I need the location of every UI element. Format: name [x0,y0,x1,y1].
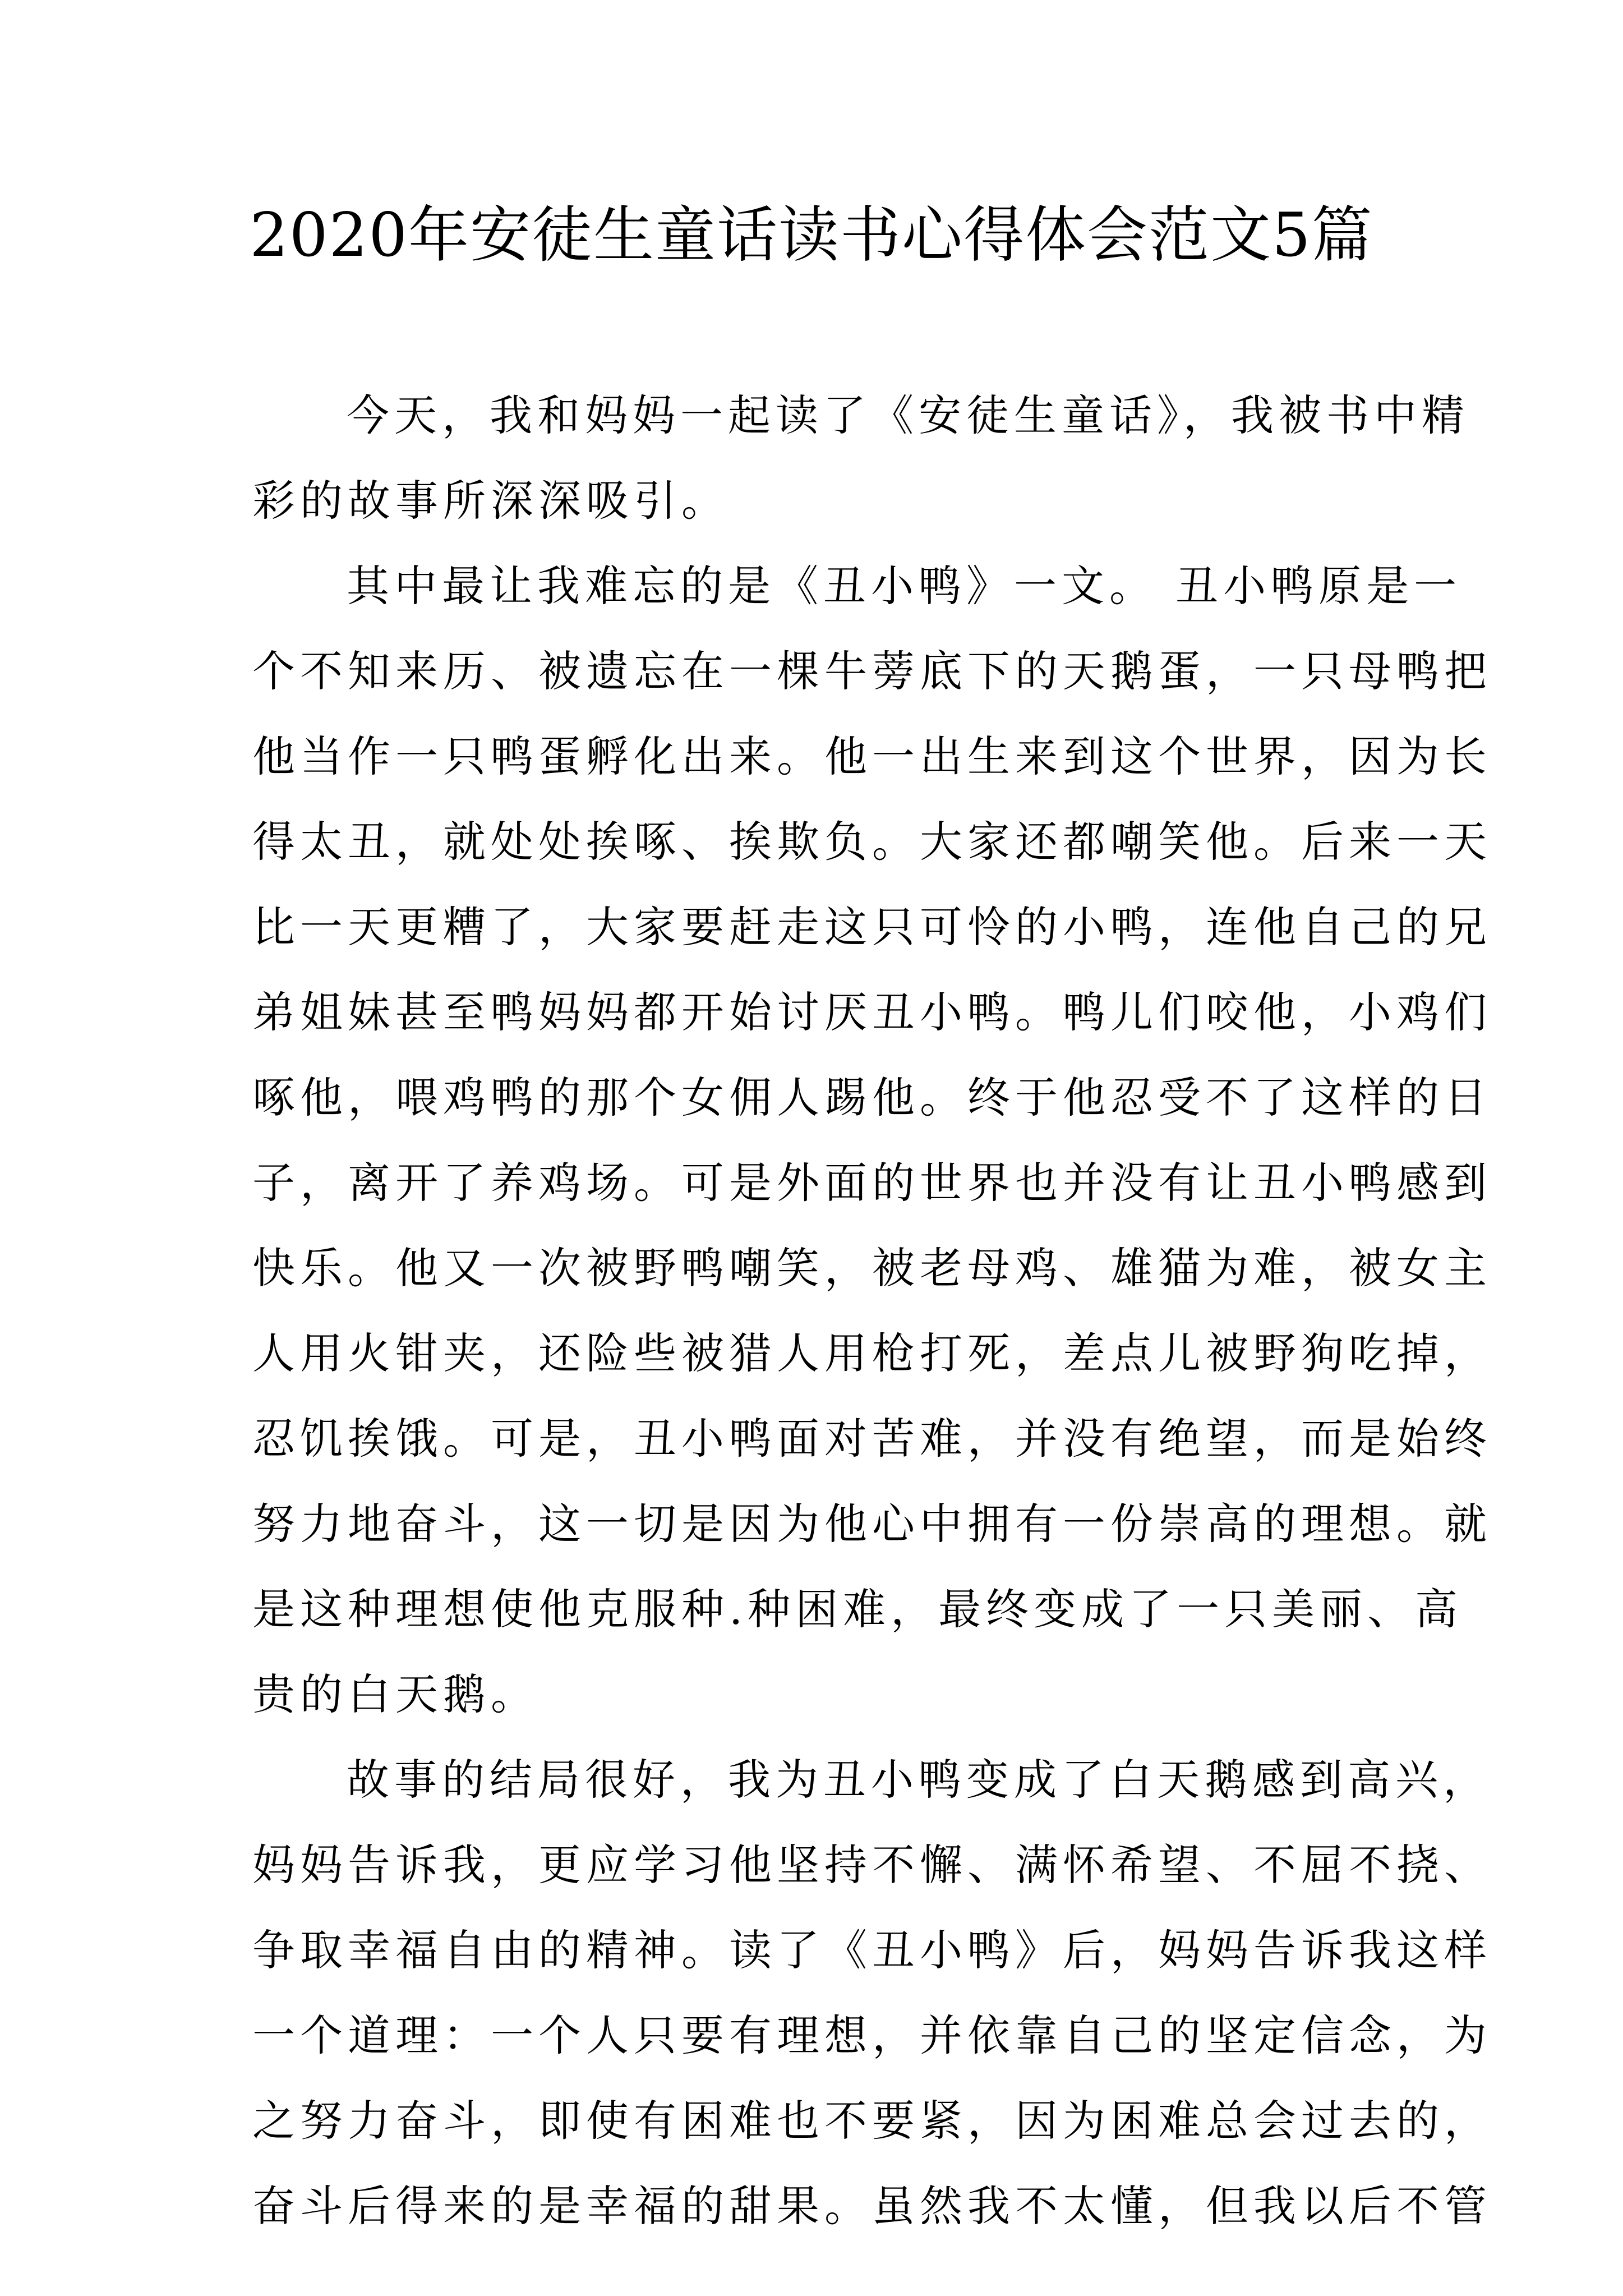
text-line: 个不知来历、被遗忘在一棵牛蒡底下的天鹅蛋，一只母鸭把 [252,646,1492,696]
text-line: 奋斗后得来的是幸福的甜果。虽然我不太懂，但我以后不管 [252,2181,1492,2231]
text-line: 妈妈告诉我，更应学习他坚持不懈、满怀希望、不屈不挠、 [252,1840,1492,1890]
text-line: 努力地奋斗，这一切是因为他心中拥有一份崇高的理想。就 [252,1499,1492,1549]
text-line: 一个道理：一个人只要有理想，并依靠自己的坚定信念，为 [252,2010,1492,2060]
text-line: 今天，我和妈妈一起读了《安徒生童话》，我被书中精 [347,390,1469,440]
paragraph-3 [252,1737,1492,2249]
text-line: 人用火钳夹，还险些被猎人用枪打死，差点儿被野狗吃掉， [252,1328,1492,1378]
paragraph-2 [252,544,1492,1737]
text-line: 其中最让我难忘的是《丑小鸭》一文。 丑小鸭原是一 [347,561,1462,611]
text-line: 贵的白天鹅。 [252,1669,538,1719]
text-line: 弟姐妹甚至鸭妈妈都开始讨厌丑小鸭。鸭儿们咬他，小鸡们 [252,987,1492,1037]
text-line: 之努力奋斗，即使有困难也不要紧，因为困难总会过去的， [252,2096,1492,2146]
text-line: 故事的结局很好，我为丑小鸭变成了白天鹅感到高兴， [347,1755,1491,1805]
text-line: 得太丑，就处处挨啄、挨欺负。大家还都嘲笑他。后来一天 [252,817,1492,867]
page-title: 2020年安徒生童话读书心得体会范文5篇 [250,200,1373,270]
text-line: 他当作一只鸭蛋孵化出来。他一出生来到这个世界，因为长 [252,731,1492,781]
text-line: 啄他，喂鸡鸭的那个女佣人踢他。终于他忍受不了这样的日 [252,1073,1492,1122]
text-line: 快乐。他又一次被野鸭嘲笑，被老母鸡、雄猫为难，被女主 [252,1243,1492,1293]
text-line: 忍饥挨饿。可是，丑小鸭面对苦难，并没有绝望，而是始终 [252,1414,1492,1464]
paragraph-1 [252,373,1469,544]
text-line: 彩的故事所深深吸引。 [252,476,729,526]
text-line: 子，离开了养鸡场。可是外面的世界也并没有让丑小鸭感到 [252,1158,1492,1208]
document-body [252,373,1492,2249]
text-line: 争取幸福自由的精神。读了《丑小鸭》后，妈妈告诉我这样 [252,1925,1492,1975]
text-line: 比一天更糟了，大家要赶走这只可怜的小鸭，连他自己的兄 [252,902,1492,952]
text-line: 是这种理想使他克服种.种困难，最终变成了一只美丽、高 [252,1584,1463,1634]
